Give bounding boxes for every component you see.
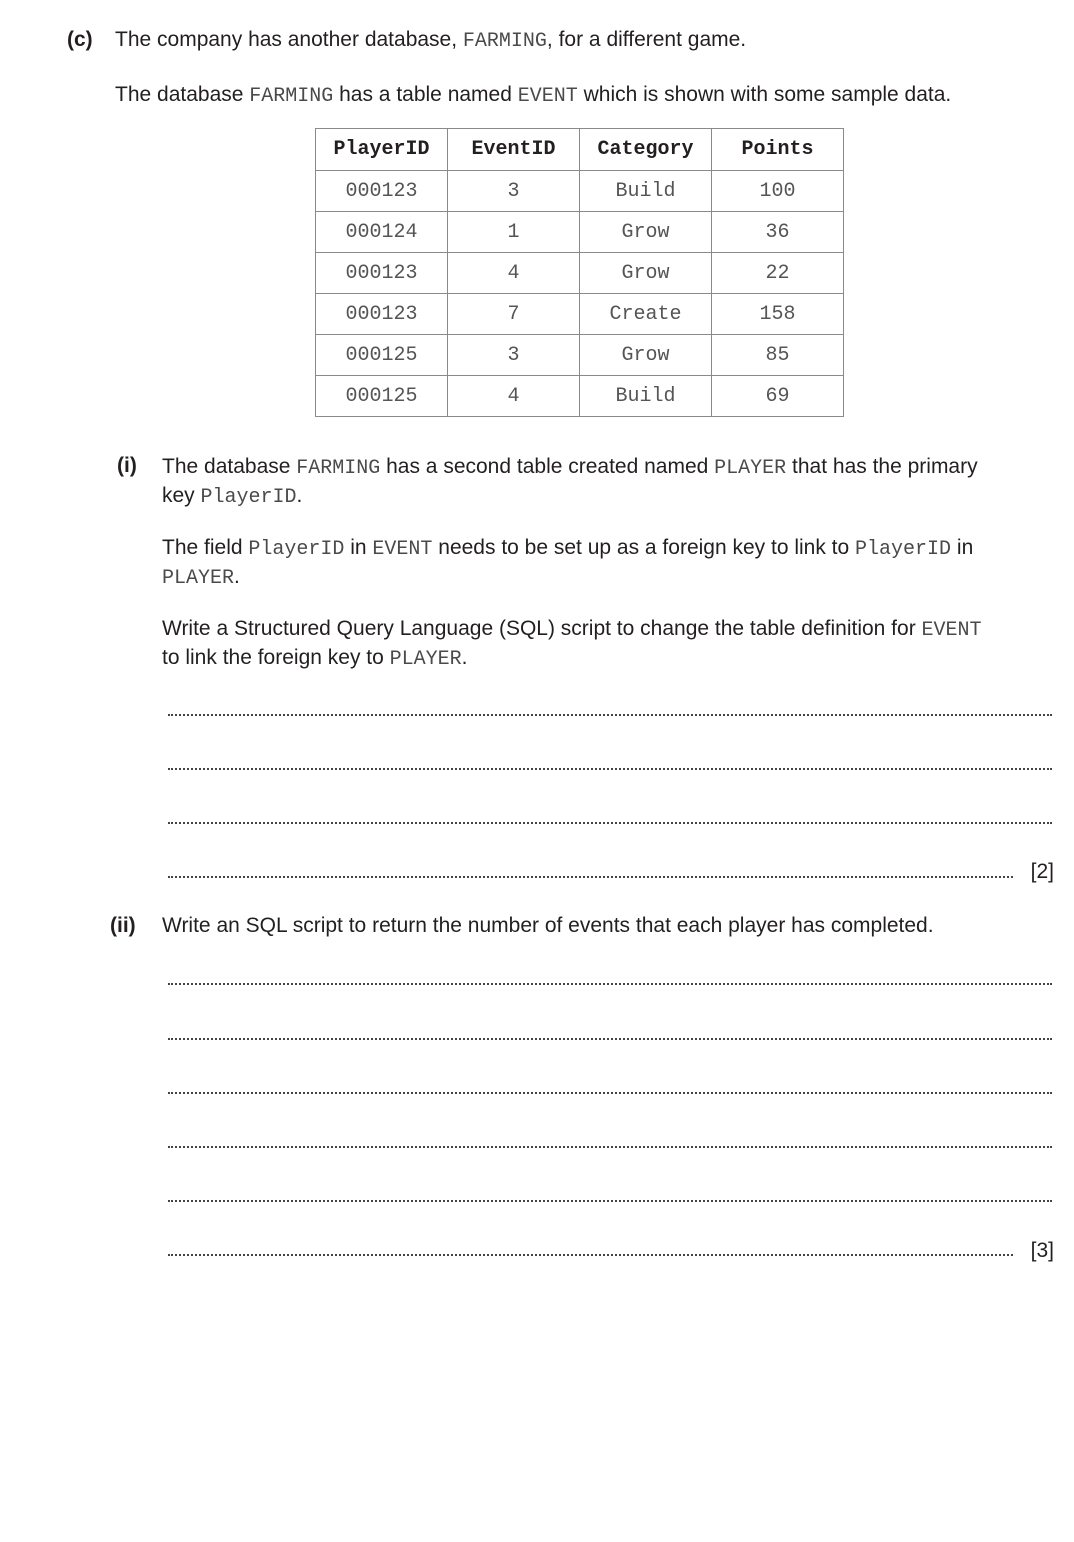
part-c-intro: The company has another database, FARMING, for a different game. [115,28,747,53]
table-cell: 3 [448,171,580,212]
table-cell: Grow [580,212,712,253]
part-ii-label: (ii) [110,914,136,937]
table-cell: Create [580,294,712,335]
table-cell: Build [580,376,712,417]
table-intro: The database FARMING has a table named EVENT which is shown with some sample data. [115,83,952,108]
answer-line[interactable] [168,1092,1052,1094]
table-cell: 000123 [316,171,448,212]
table-cell: 158 [712,294,844,335]
table-row [316,294,844,335]
part-i-paragraph-3: Write a Structured Query Language (SQL) script to change the table definition for EVENT to link the foreign key to PLAYER. [162,617,982,671]
table-cell: 000123 [316,294,448,335]
table-row [316,212,844,253]
column-header: PlayerID [316,129,448,171]
answer-line[interactable] [168,1254,1013,1256]
table-row [316,335,844,376]
table-row [316,171,844,212]
answer-line[interactable] [168,1038,1052,1040]
answer-line[interactable] [168,714,1052,716]
marks-label: [2] [1030,860,1054,883]
table-row [316,376,844,417]
answer-line[interactable] [168,983,1052,985]
table-header-row [316,129,844,171]
part-i-paragraph-2: The field PlayerID in EVENT needs to be set up as a foreign key to link to PlayerID in PLAYER. [162,536,974,590]
table-cell: 1 [448,212,580,253]
column-header: Category [580,129,712,171]
table-cell: 36 [712,212,844,253]
table-cell: 000125 [316,335,448,376]
part-ii-question: Write an SQL script to return the number of events that each player has completed. [162,914,934,937]
answer-line[interactable] [168,768,1052,770]
event-table [315,128,844,417]
table-cell: Build [580,171,712,212]
marks-label: [3] [1030,1239,1054,1262]
part-c-label: (c) [67,28,93,51]
table-cell: Grow [580,335,712,376]
column-header: Points [712,129,844,171]
table-cell: 4 [448,253,580,294]
table-cell: 000124 [316,212,448,253]
table-cell: 100 [712,171,844,212]
table-cell: 22 [712,253,844,294]
part-i-label: (i) [117,454,137,477]
table-cell: 000125 [316,376,448,417]
table-cell: 000123 [316,253,448,294]
table-cell: 85 [712,335,844,376]
part-i-paragraph-1: The database FARMING has a second table created named PLAYER that has the primary key PlayerID. [162,455,978,509]
table-cell: 4 [448,376,580,417]
answer-line[interactable] [168,1200,1052,1202]
column-header: EventID [448,129,580,171]
table-row [316,253,844,294]
table-cell: 3 [448,335,580,376]
answer-line[interactable] [168,1146,1052,1148]
table-cell: Grow [580,253,712,294]
answer-line[interactable] [168,822,1052,824]
answer-line[interactable] [168,876,1013,878]
table-cell: 7 [448,294,580,335]
table-cell: 69 [712,376,844,417]
